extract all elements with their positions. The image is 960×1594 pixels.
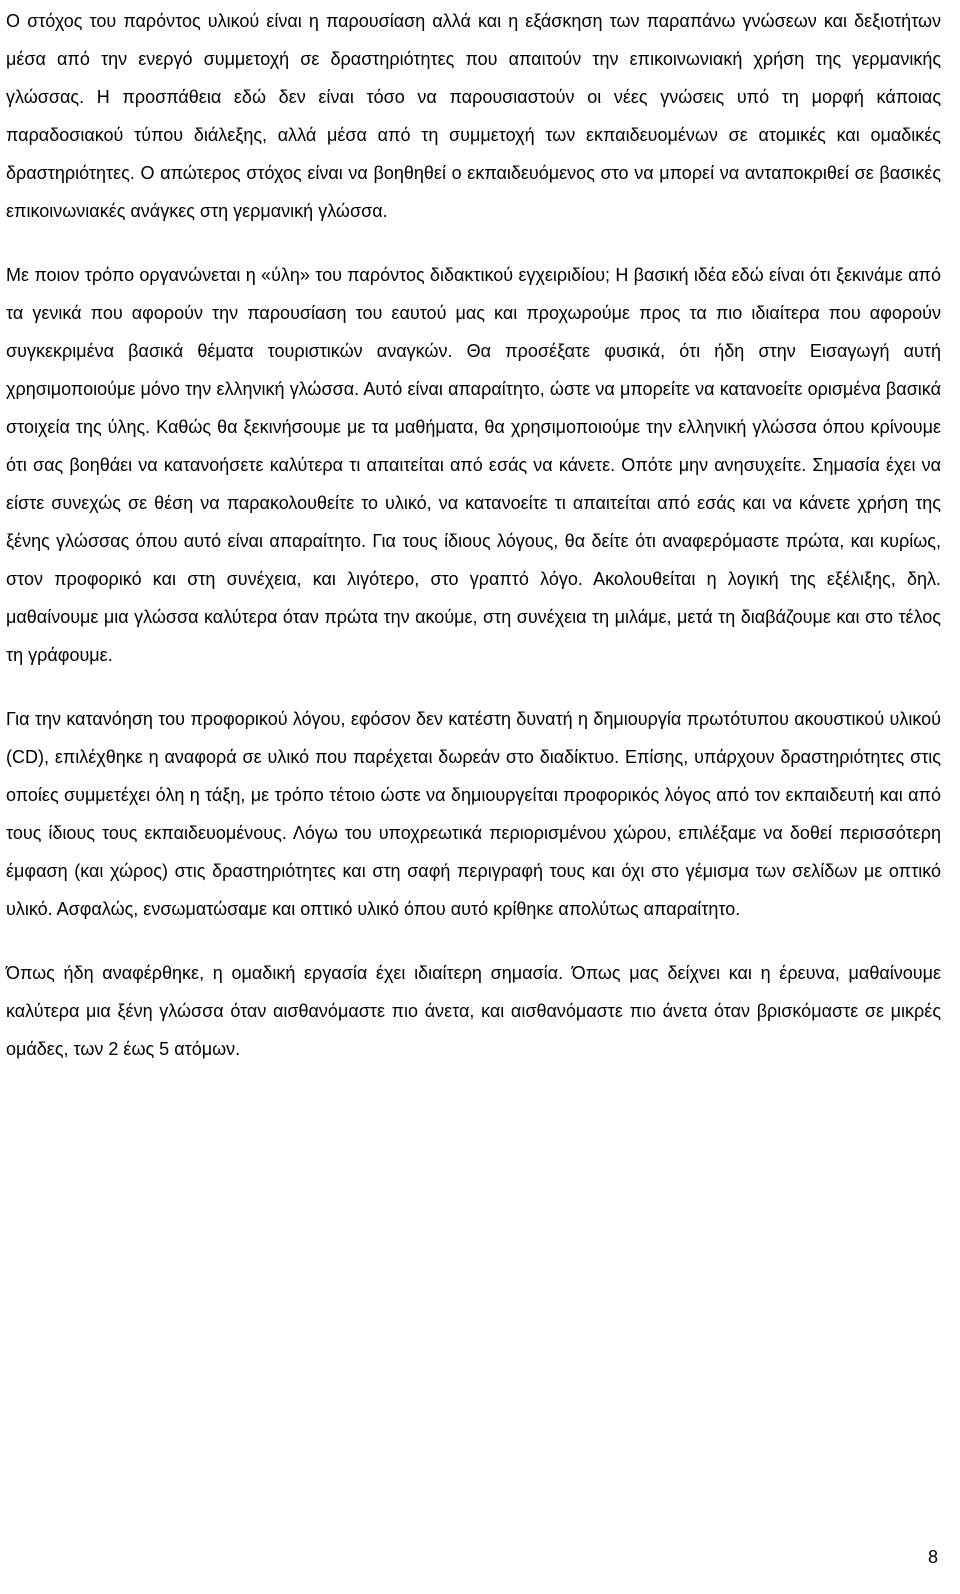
body-text [6, 2, 941, 1068]
paragraph-oral-comprehension: Για την κατανόηση του προφορικού λόγου, εφόσον δεν κατέστη δυνατή η δημιουργία πρωτότυπου ακουστικού υλικού (CD), επιλέχθηκε η αναφορά σε υλικό που παρέχεται δωρεάν στο διαδίκτυο. Επίσης, υπάρχουν δραστηριότητες στις οποίες συμμετέχει όλη η τάξη, με τρόπο τέτοιο ώστε να δημιουργείται προφορικός λόγος από τον εκπαιδευτή και από τους ίδιους τους εκπαιδευομένους. Λόγω του υποχρεωτικά περιορισμένου χώρου, επιλέξαμε να δοθεί περισσότερη έμφαση (και χώρος) στις δραστηριότητες και στη σαφή περιγραφή τους και όχι στο γέμισμα των σελίδων με οπτικό υλικό. Ασφαλώς, ενσωματώσαμε και οπτικό υλικό όπου αυτό κρίθηκε απολύτως απαραίτητο. [6, 709, 941, 919]
page-number: 8 [927, 1547, 938, 1567]
paragraph-goals: Ο στόχος του παρόντος υλικού είναι η παρουσίαση αλλά και η εξάσκηση των παραπάνω γνώσεων και δεξιοτήτων μέσα από την ενεργό συμμετοχή σε δραστηριότητες που απαιτούν την επικοινωνιακή χρήση της γερμανικής γλώσσας. Η προσπάθεια εδώ δεν είναι τόσο να παρουσιαστούν οι νέες γνώσεις υπό τη μορφή κάποιας παραδοσιακού τύπου διάλεξης, αλλά μέσα από τη συμμετοχή των εκπαιδευομένων σε ατομικές και ομαδικές δραστηριότητες. Ο απώτερος στόχος είναι να βοηθηθεί ο εκπαιδευόμενος στο να μπορεί να ανταποκριθεί σε βασικές επικοινωνιακές ανάγκες στη γερμανική γλώσσα. [6, 11, 941, 221]
paragraph-organization: Με ποιον τρόπο οργανώνεται η «ύλη» του παρόντος διδακτικού εγχειριδίου; Η βασική ιδέα εδώ είναι ότι ξεκινάμε από τα γενικά που αφορούν την παρουσίαση του εαυτού μας και προχωρούμε προς τα πιο ιδιαίτερα που αφορούν συγκεκριμένα βασικά θέματα τουριστικών αναγκών. Θα προσέξατε φυσικά, ότι ήδη στην Εισαγωγή αυτή χρησιμοποιούμε μόνο την ελληνική γλώσσα. Αυτό είναι απαραίτητο, ώστε να μπορείτε να κατανοείτε ορισμένα βασικά στοιχεία της ύλης. Καθώς θα ξεκινήσουμε με τα μαθήματα, θα χρησιμοποιούμε την ελληνική γλώσσα όπου κρίνουμε ότι σας βοηθάει να κατανοήσετε καλύτερα τι απαιτείται από εσάς να κάνετε. Οπότε μην ανησυχείτε. Σημασία έχει να είστε συνεχώς σε θέση να παρακολουθείτε το υλικό, να κατανοείτε τι απαιτείται από εσάς και να κάνετε χρήση της ξένης γλώσσας όπου αυτό είναι απαραίτητο. Για τους ίδιους λόγους, θα δείτε ότι αναφερόμαστε πρώτα, και κυρίως, στον προφορικό και στη συνέχεια, και λιγότερο, στο γραπτό λόγο. Ακολουθείται η λογική της εξέλιξης, δηλ. μαθαίνουμε μια γλώσσα καλύτερα όταν πρώτα την ακούμε, στη συνέχεια τη μιλάμε, μετά τη διαβάζουμε και στο τέλος τη γράφουμε. [6, 265, 941, 665]
paragraph-group-work: Όπως ήδη αναφέρθηκε, η ομαδική εργασία έχει ιδιαίτερη σημασία. Όπως μας δείχνει και η έρευνα, μαθαίνουμε καλύτερα μια ξένη γλώσσα όταν αισθανόμαστε πιο άνετα, και αισθανόμαστε πιο άνετα όταν βρισκόμαστε σε μικρές ομάδες, των 2 έως 5 ατόμων. [6, 963, 941, 1059]
